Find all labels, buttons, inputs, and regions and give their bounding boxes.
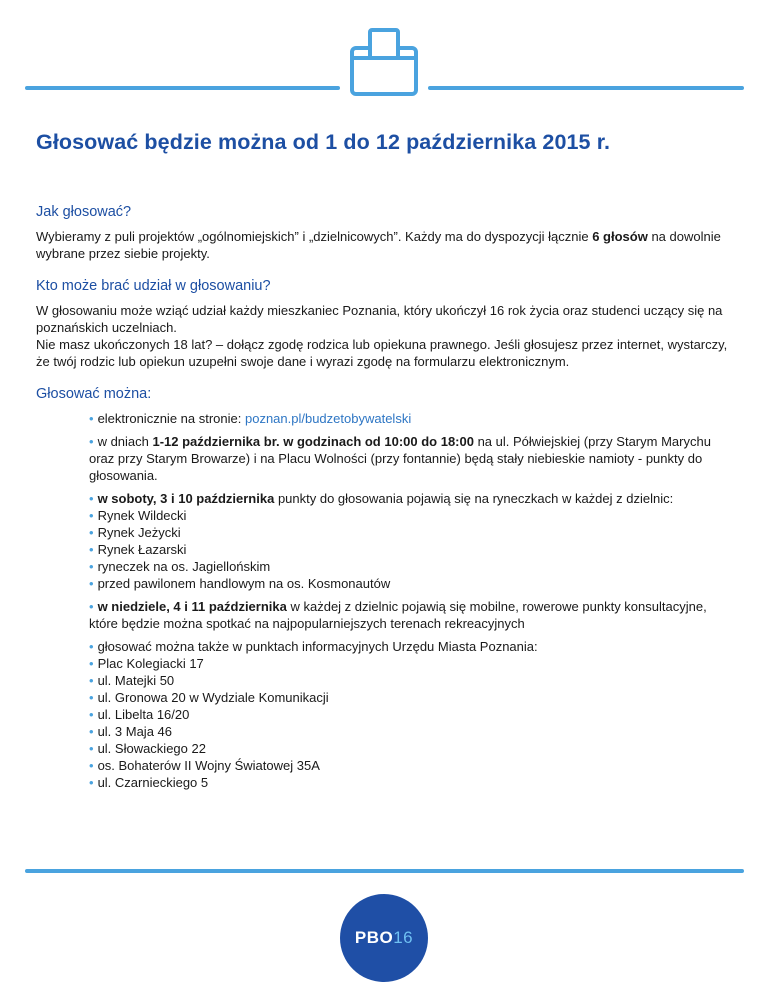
budget-website-link[interactable]: poznan.pl/budzetobywatelski <box>244 411 412 426</box>
top-divider-left <box>25 86 340 90</box>
section-heading-how: Jak głosować? <box>36 204 132 220</box>
content <box>36 204 736 807</box>
voting-methods-list <box>89 410 736 791</box>
markets-list <box>89 507 736 592</box>
list-item-saturdays: • w soboty, 3 i 10 października punkty do głosowania pojawią się na ryneczkach w każdej z dzielnic: • Rynek Wildecki • Rynek Jeżycki • Rynek Łazarski • ryneczek na os. Jagiellońskim • przed pawilonem handlowym na os. Kosmonautów <box>89 490 736 592</box>
market-item: • ryneczek na os. Jagiellońskim <box>89 559 271 574</box>
office-item: • ul. Gronowa 20 w Wydziale Komunikacji <box>89 690 329 705</box>
section-heading-who: Kto może brać udział w głosowaniu? <box>36 278 271 294</box>
how-paragraph: Wybieramy z puli projektów „ogólnomiejskich” i „dzielnicowych”. Każdy ma do dyspozycji łącznie 6 głosów na dowolnie wybrane przez siebie projekty. <box>36 229 721 261</box>
office-item: • ul. Słowackiego 22 <box>89 741 206 756</box>
office-item: • Plac Kolegiacki 17 <box>89 656 204 671</box>
list-item-tents: • w dniach 1-12 października br. w godzinach od 10:00 do 18:00 na ul. Półwiejskiej (przy Starym Marychu oraz przy Starym Browarze) i na Placu Wolności (przy fontannie) będą stały niebieskie namioty - punkty do głosowania. <box>89 434 711 483</box>
bullet-icon: • <box>89 411 94 426</box>
market-item: • Rynek Łazarski <box>89 542 187 557</box>
list-item-sundays: • w niedziele, 4 i 11 października w każdej z dzielnic pojawią się mobilne, rowerowe punkty konsultacyjne, które będzie można spotkać na najpopularniejszych terenach rekreacyjnych <box>89 599 707 631</box>
market-item: • Rynek Jeżycki <box>89 525 181 540</box>
bullet-icon: • <box>89 491 94 506</box>
office-item: • ul. 3 Maja 46 <box>89 724 172 739</box>
office-item: • ul. Czarnieckiego 5 <box>89 775 209 790</box>
office-item: • os. Bohaterów II Wojny Światowej 35A <box>89 758 320 773</box>
pbo16-logo: PBO 16 <box>340 894 428 982</box>
bullet-icon: • <box>89 599 94 614</box>
top-divider-right <box>428 86 744 90</box>
section-heading-where: Głosować można: <box>36 386 152 402</box>
bottom-divider <box>25 869 744 873</box>
section-where-to-vote <box>36 386 736 791</box>
office-item: • ul. Matejki 50 <box>89 673 175 688</box>
who-paragraph-2: Nie masz ukończonych 18 lat? – dołącz zgodę rodzica lub opiekuna prawnego. Jeśli głosujesz przez internet, wystarczy, że twój rodzic lub opiekun uzupełni swoje dane i wyrazi zgodę na formularzu elektronicznym. <box>36 337 728 369</box>
list-item-offices: • głosować można także w punktach informacyjnych Urzędu Miasta Poznania: • Plac Kolegiacki 17 • ul. Matejki 50 • ul. Gronowa 20 w Wydziale Komunikacji • ul. Libelta 16/20 • ul. 3 Maja 46 • ul. Słowackiego 22 • os. Bohaterów II Wojny Światowej 35A • ul. Czarnieckiego 5 <box>89 638 736 791</box>
bullet-icon: • <box>89 434 94 449</box>
section-who-can-vote <box>36 278 736 370</box>
office-item: • ul. Libelta 16/20 <box>89 707 190 722</box>
market-item: • Rynek Wildecki <box>89 508 187 523</box>
who-paragraph-1: W głosowaniu może wziąć udział każdy mieszkaniec Poznania, który ukończył 16 rok życia oraz studenci uczący się na poznańskich uczelniach. <box>36 303 723 335</box>
list-item-online: • elektronicznie na stronie: poznan.pl/budzetobywatelski <box>89 411 412 426</box>
ballot-box-icon <box>346 22 422 98</box>
market-item: • przed pawilonem handlowym na os. Kosmonautów <box>89 576 391 591</box>
section-how-to-vote <box>36 204 736 262</box>
offices-list <box>89 655 736 791</box>
votes-count: 6 głosów <box>592 229 648 244</box>
page-title: Głosować będzie można od 1 do 12 października 2015 r. <box>36 130 611 154</box>
bullet-icon: • <box>89 639 94 654</box>
